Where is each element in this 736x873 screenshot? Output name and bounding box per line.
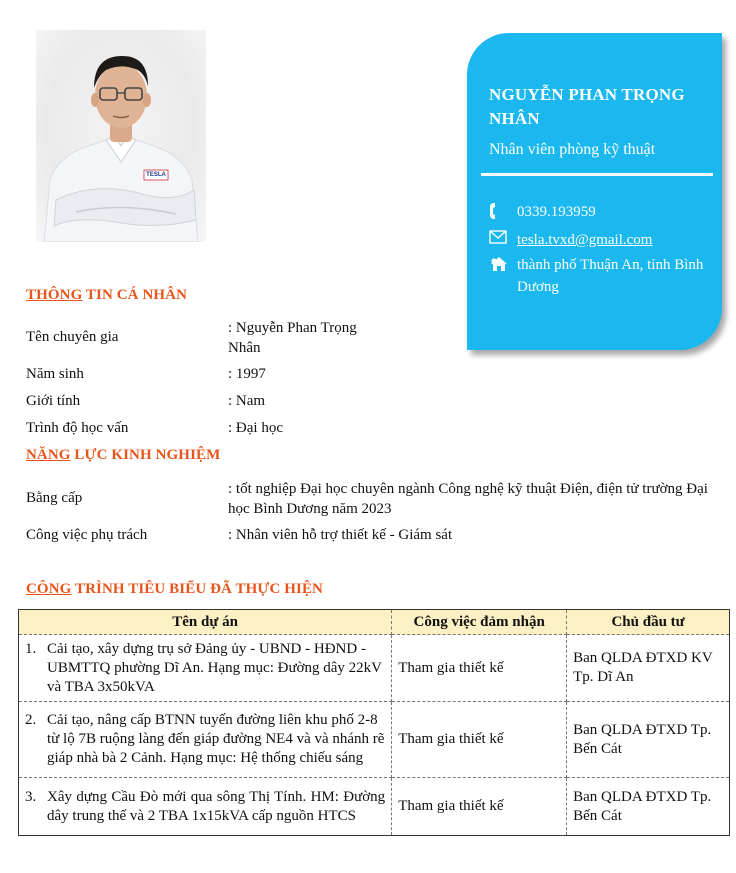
project-task: Tham gia thiết kế [392,635,567,702]
responsibility-label: Công việc phụ trách [26,527,148,543]
address-text: thành phố Thuận An, tỉnh Bình Dương [517,257,704,295]
table-row [19,778,730,836]
project-owner: Ban QLDA ĐTXD KV Tp. Dĩ An [567,635,730,702]
project-name: Cải tạo, xây dựng trụ sở Đảng ủy - UBND - HĐND - UBMTTQ phường Dĩ An. Hạng mục: Đường dây 22kV và TBA 3x50kVA [47,640,382,695]
table-row [19,702,730,778]
projects-table [18,609,730,836]
header-task: Công việc đảm nhận [392,610,567,635]
birth-year-label: Năm sinh [26,366,84,382]
project-owner: Ban QLDA ĐTXD Tp. Bến Cát [567,778,730,836]
gender-label: Giới tính [26,393,81,409]
project-name-cell: 1. Cải tạo, xây dựng trụ sở Đảng ủy - UBND - HĐND - UBMTTQ phường Dĩ An. Hạng mục: Đường dây 22kV và TBA 3x50kVA [19,635,392,702]
expert-name-value: : Nguyễn Phan Trọng Nhân [228,320,357,356]
job-title: Nhân viên phòng kỹ thuật [489,141,656,158]
card-divider [481,173,713,176]
birth-year-value: : 1997 [228,366,266,382]
degree-value: : tốt nghiệp Đại học chuyên ngành Công nghệ kỹ thuật Điện, điện tử trường Đại học Bình Dương năm 2023 [228,481,708,517]
experience-heading: NĂNG LỰC KINH NGHIỆM [26,447,221,463]
profile-photo [36,30,206,242]
responsibility-value: : Nhân viên hỗ trợ thiết kế - Giám sát [228,527,453,543]
degree-label: Bằng cấp [26,490,83,506]
email-link[interactable]: tesla.tvxd@gmail.com [517,232,653,248]
project-name: Xây dựng Cầu Đò mới qua sông Thị Tính. HM: Đường dây trung thế và 2 TBA 1x15kVA cấp nguồn HTCS [47,788,386,824]
shirt-logo: TESLA [146,172,166,178]
phone-icon [489,202,517,220]
home-location-icon [489,255,517,273]
table-row [19,635,730,702]
projects-heading: CÔNG TRÌNH TIÊU BIỂU ĐÃ THỰC HIỆN [26,581,323,597]
table-header-row [19,610,730,635]
project-owner: Ban QLDA ĐTXD Tp. Bến Cát [567,702,730,778]
phone-number: 0339.193959 [517,204,596,220]
header-owner: Chủ đầu tư [567,610,730,635]
project-name: Cải tạo, nâng cấp BTNN tuyến đường liên khu phố 2-8 từ lộ 7B ruộng làng đến giáp đường NE4 và và nhánh rẽ giáp nhà bà 2 Cảnh. Hạng mục: Hệ thống chiếu sáng [47,712,385,766]
phone-row [489,201,596,223]
personal-info-heading: THÔNG TIN CÁ NHÂN [26,287,188,303]
project-task: Tham gia thiết kế [392,702,567,778]
project-name-cell: 3. Xây dựng Cầu Đò mới qua sông Thị Tính. HM: Đường dây trung thế và 2 TBA 1x15kVA cấp nguồn HTCS [19,778,392,836]
expert-name-label: Tên chuyên gia [26,329,119,345]
email-row [489,229,652,251]
gender-value: : Nam [228,393,266,409]
project-name-cell: 2. Cải tạo, nâng cấp BTNN tuyến đường liên khu phố 2-8 từ lộ 7B ruộng làng đến giáp đường NE4 và và nhánh rẽ giáp nhà bà 2 Cảnh. Hạng mục: Hệ thống chiếu sáng [19,702,392,778]
person-photo-illustration [36,30,206,242]
project-task: Tham gia thiết kế [392,778,567,836]
education-label: Trình độ học vấn [26,420,129,436]
contact-card [467,33,722,350]
full-name: NGUYỄN PHAN TRỌNG NHÂN [489,85,685,128]
address-row [489,254,704,298]
education-value: : Đại học [228,420,283,436]
envelope-icon [489,230,517,248]
header-project-name: Tên dự án [19,610,392,635]
